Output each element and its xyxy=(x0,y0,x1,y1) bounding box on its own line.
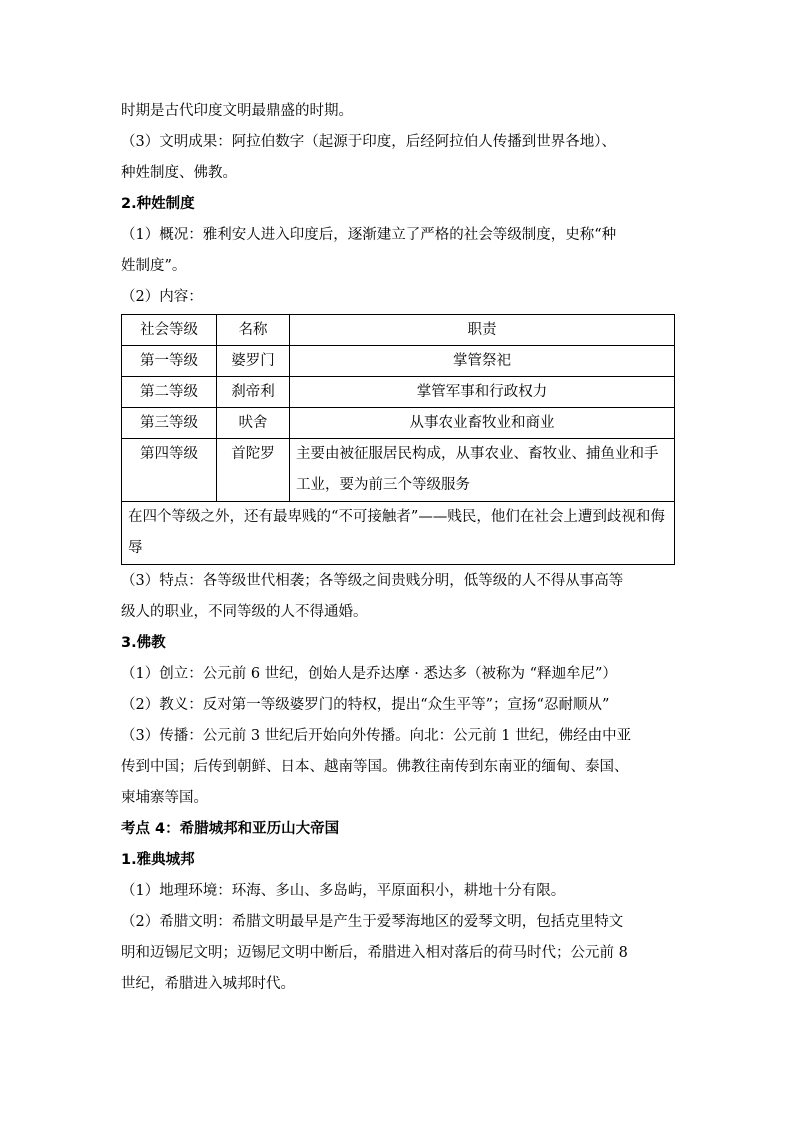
caste-table xyxy=(121,314,675,565)
table-row xyxy=(122,408,675,439)
text-line: （1）地理环境：环海、多山、多岛屿，平原面积小，耕地十分有限。 xyxy=(121,883,566,899)
text-line: （2）教义：反对第一等级婆罗门的特权，提出“众生平等”；宣扬“忍耐顺从” xyxy=(121,697,610,713)
table-cell-level: 第一等级 xyxy=(122,346,217,377)
table-cell-duty: 掌管军事和行政权力 xyxy=(290,377,675,408)
text-line: 时期是古代印度文明最鼎盛的时期。 xyxy=(121,103,353,119)
text-line: （2）内容： xyxy=(121,289,203,305)
section-heading-buddhism: 3.佛教 xyxy=(121,635,166,651)
table-cell-duty: 主要由被征服居民构成，从事农业、畜牧业、捕鱼业和手工业，要为前三个等级服务 xyxy=(290,439,675,502)
table-cell-level: 第三等级 xyxy=(122,408,217,439)
table-note-row xyxy=(122,502,675,565)
section-heading-caste: 2.种姓制度 xyxy=(121,196,195,212)
table-row xyxy=(122,439,675,502)
section-heading-kaodian4: 考点 4：希腊城邦和亚历山大帝国 xyxy=(121,821,340,837)
table-header-cell: 社会等级 xyxy=(122,315,217,346)
table-header-cell: 职责 xyxy=(290,315,675,346)
text-line: 世纪，希腊进入城邦时代。 xyxy=(121,976,295,992)
table-cell-name: 婆罗门 xyxy=(217,346,290,377)
table-row xyxy=(122,377,675,408)
text-line: （3）特点：各等级世代相袭；各等级之间贵贱分明，低等级的人不得从事高等 xyxy=(121,573,624,589)
table-header-cell: 名称 xyxy=(217,315,290,346)
table-cell-name: 首陀罗 xyxy=(217,439,290,502)
text-line: 柬埔寨等国。 xyxy=(121,790,208,806)
table-row xyxy=(122,346,675,377)
text-line: 姓制度”。 xyxy=(121,258,187,274)
table-header-row xyxy=(122,315,675,346)
table-cell-level: 第四等级 xyxy=(122,439,217,502)
table-cell-duty: 从事农业畜牧业和商业 xyxy=(290,408,675,439)
text-line: 明和迈锡尼文明；迈锡尼文明中断后，希腊进入相对落后的荷马时代；公元前 8 xyxy=(121,945,628,961)
table-cell-name: 吠舍 xyxy=(217,408,290,439)
subsection-heading-athens: 1.雅典城邦 xyxy=(121,852,195,868)
text-line: （3）传播：公元前 3 世纪后开始向外传播。向北：公元前 1 世纪，佛经由中亚 xyxy=(121,728,632,744)
text-line: 种姓制度、佛教。 xyxy=(121,165,237,181)
text-line: 传到中国；后传到朝鲜、日本、越南等国。佛教往南传到东南亚的缅甸、泰国、 xyxy=(121,759,629,775)
table-note-cell: 在四个等级之外，还有最卑贱的“不可接触者”——贱民，他们在社会上遭到歧视和侮辱 xyxy=(122,502,675,565)
text-line: （2）希腊文明：希腊文明最早是产生于爱琴海地区的爱琴文明，包括克里特文 xyxy=(121,914,624,930)
page-content xyxy=(121,96,681,1000)
text-line: （3）文明成果：阿拉伯数字（起源于印度，后经阿拉伯人传播到世界各地）、 xyxy=(121,134,616,150)
table-cell-level: 第二等级 xyxy=(122,377,217,408)
text-line: 级人的职业，不同等级的人不得通婚。 xyxy=(121,604,368,620)
text-line: （1）创立：公元前 6 世纪，创始人是乔达摩 · 悉达多（被称为 “释迦牟尼”） xyxy=(121,666,617,682)
text-line: （1）概况：雅利安人进入印度后，逐渐建立了严格的社会等级制度，史称“种 xyxy=(121,227,617,243)
table-cell-name: 刹帝利 xyxy=(217,377,290,408)
table-cell-duty: 掌管祭祀 xyxy=(290,346,675,377)
